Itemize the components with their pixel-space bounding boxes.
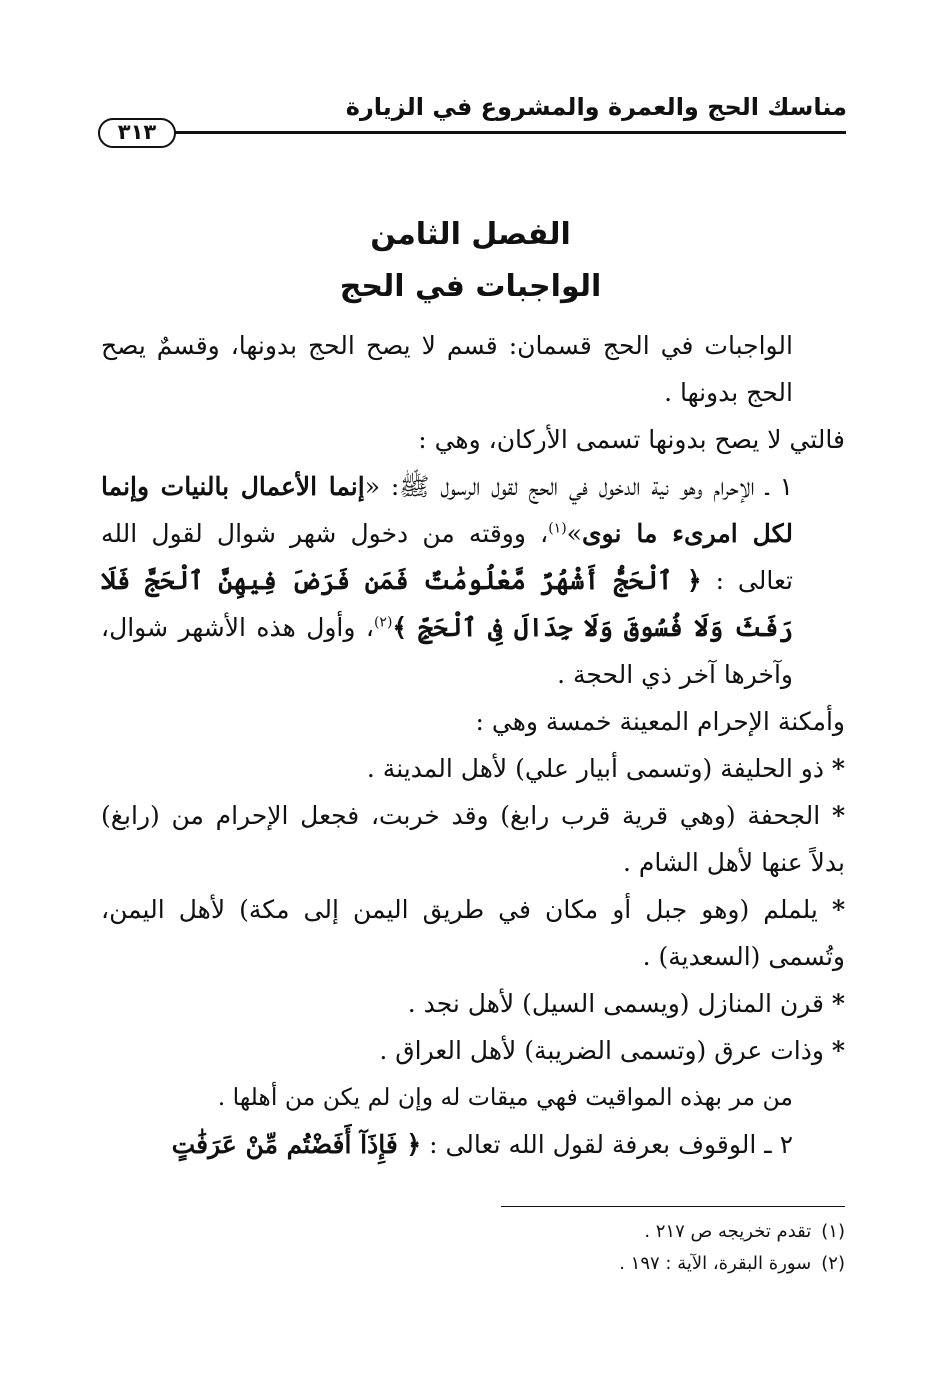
footnote-rule	[501, 1206, 845, 1207]
page-number: ٣١٣	[98, 118, 176, 148]
miqat-text: يلملم (وهو جبل أو مكان في طريق اليمن إلى مكة) لأهل اليمن، وتُسمى (السعدية) .	[101, 895, 845, 971]
chapter-subtitle: الواجبات في الحج	[339, 269, 602, 304]
star-bullet: *	[831, 801, 845, 830]
quran-verse-hajj: ﴿ ٱلْحَجُّ أَشْهُرٌ مَّعْلُومَٰتٌ فَمَن فَرَضَ فِيهِنَّ ٱلْحَجَّ فَلَا رَفَثَ وَلَا فُسُوقَ وَلَا جِدَالَ فِى ٱلْحَجِّ ﴾	[101, 566, 793, 642]
paragraph-arafah	[101, 1121, 845, 1168]
miqat-text: الجحفة (وهي قرية قرب رابغ) وقد خربت، فجعل الإحرام من (رابغ) بدلاً عنها لأهل الشام .	[101, 801, 845, 877]
header-rule	[168, 131, 846, 134]
miqat-text: ذو الحليفة (وتسمى أبيار علي) لأهل المدينة .	[366, 754, 824, 783]
footnote-mark: (٢)	[821, 1253, 845, 1274]
ihram-text-b: »	[566, 519, 582, 548]
star-bullet: *	[831, 895, 845, 924]
miqat-text: قرن المنازل (ويسمى السيل) لأهل نجد .	[407, 989, 824, 1018]
paragraph-ihram	[101, 463, 845, 698]
footnote-text: سورة البقرة، الآية : ١٩٧ .	[619, 1253, 812, 1274]
miqat-item	[101, 1027, 845, 1074]
footnote	[101, 1248, 845, 1280]
hadith-quote: إنما الأعمال بالنيات وإنما لكل امرىء ما نوى	[101, 472, 794, 548]
footnotes	[101, 1216, 845, 1280]
ihram-text-d: ، وأول هذه الأشهر شوال، وآخرها آخر ذي الحجة .	[101, 613, 793, 689]
paragraph-intro: الواجبات في الحج قسمان: قسم لا يصح الحج بدونها، وقسمٌ يصح الحج بدونها .	[101, 331, 793, 407]
footnote-text: تقدم تخريجه ص ٢١٧ .	[644, 1221, 812, 1242]
paragraph-miqat-rule: من مر بهذه المواقيت فهي ميقات له وإن لم يكن من أهلها .	[217, 1083, 793, 1111]
miqat-text: وذات عرق (وتسمى الضريبة) لأهل العراق .	[379, 1036, 824, 1065]
paragraph-pillars: فالتي لا يصح بدونها تسمى الأركان، وهي :	[418, 425, 845, 454]
footnote-ref-2: (٢)	[373, 614, 393, 631]
paragraph-miqat-intro: وأمكنة الإحرام المعينة خمسة وهي :	[475, 707, 845, 736]
running-header-title: مناسك الحج والعمرة والمشروع في الزيارة	[345, 93, 847, 121]
star-bullet: *	[831, 754, 845, 783]
footnote	[101, 1216, 845, 1248]
star-bullet: *	[831, 989, 845, 1018]
footnote-ref-1: (١)	[548, 520, 567, 537]
star-bullet: *	[831, 1036, 845, 1065]
main-text	[101, 322, 845, 1168]
miqat-item	[101, 980, 845, 1027]
ihram-text-c: ، ووقته من دخول شهر شوال لقول الله تعالى :	[101, 519, 793, 595]
miqat-item	[101, 886, 845, 980]
footnote-mark: (١)	[821, 1221, 845, 1242]
ihram-text-a: ١ ـ الإحرام وهو نية الدخول في الحج لقول الرسول ﷺ: «	[364, 472, 793, 501]
chapter-title: الفصل الثامن	[370, 217, 571, 252]
quran-verse-arafah: ﴿ فَإِذَآ أَفَضْتُم مِّنْ عَرَفَٰتٍ	[171, 1130, 422, 1159]
miqat-item	[101, 745, 845, 792]
miqat-item	[101, 792, 845, 886]
arafah-text: ٢ ـ الوقوف بعرفة لقول الله تعالى :	[421, 1130, 793, 1159]
